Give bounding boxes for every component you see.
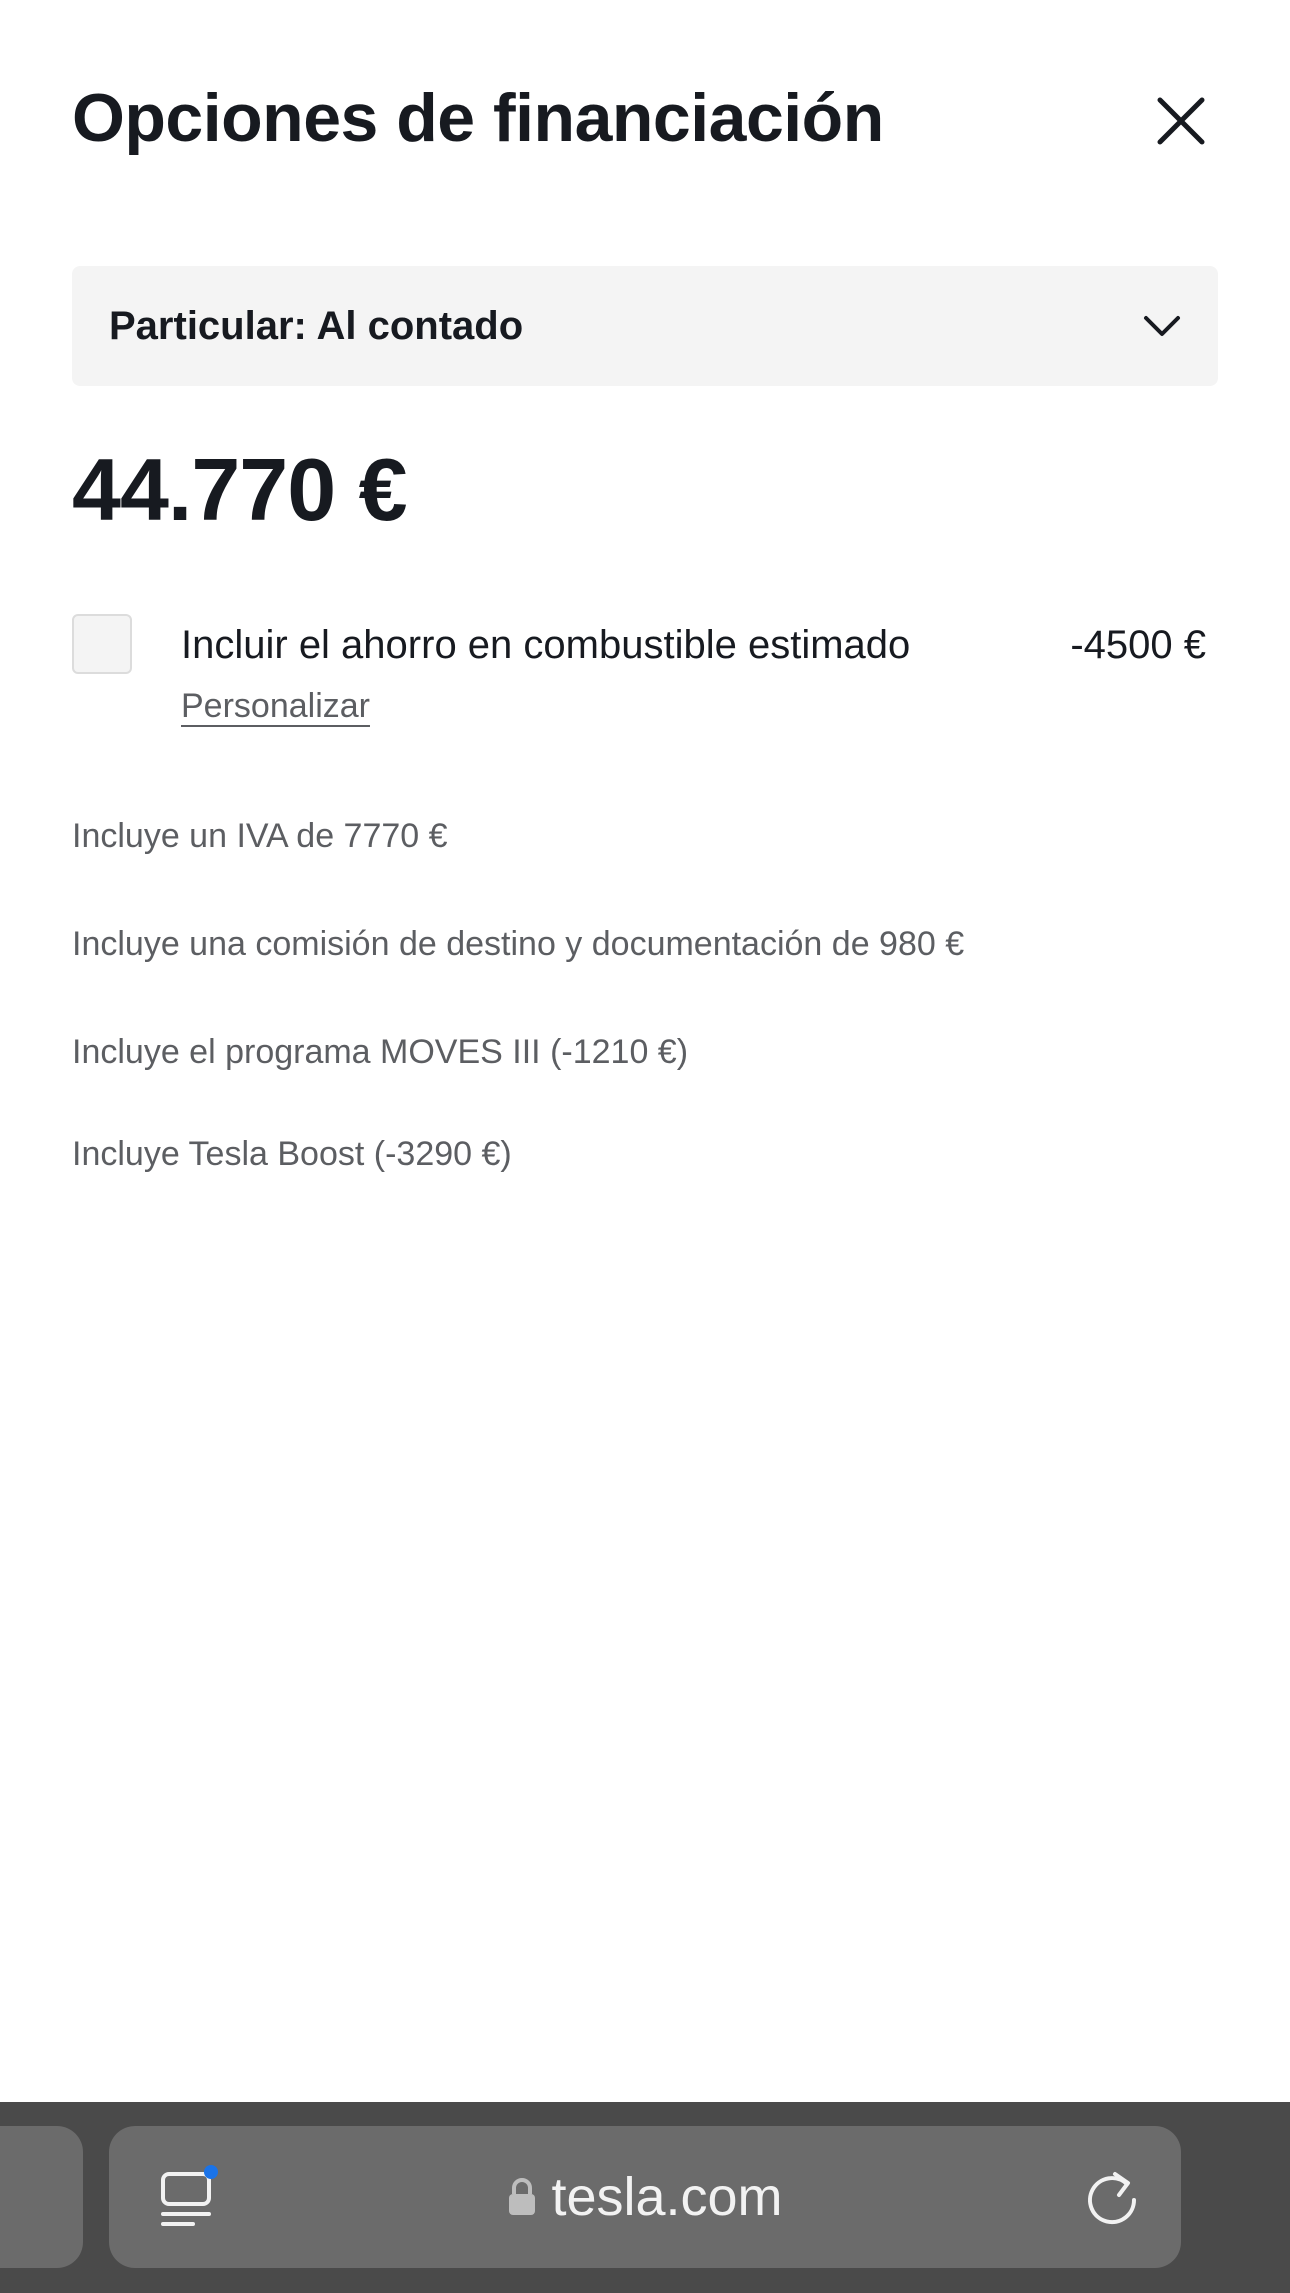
vat-note: Incluye un IVA de 7770 € <box>72 817 448 855</box>
close-icon <box>1150 90 1212 152</box>
tesla-boost-note: Incluye Tesla Boost (-3290 €) <box>72 1135 512 1173</box>
address-bar[interactable] <box>109 2126 1181 2268</box>
fuel-savings-amount: -4500 € <box>1070 623 1206 667</box>
url-text: tesla.com <box>551 2167 783 2227</box>
url-display <box>109 2126 1181 2268</box>
destination-fee-note: Incluye una comisión de destino y documentación de 980 € <box>72 925 965 963</box>
page-title: Opciones de financiación <box>72 80 884 156</box>
total-price: 44.770 € <box>72 440 407 539</box>
previous-tab[interactable] <box>0 2126 83 2268</box>
browser-toolbar <box>0 2102 1290 2293</box>
reload-icon[interactable] <box>1081 2166 1143 2228</box>
financing-type-select[interactable] <box>72 266 1218 386</box>
moves-program-note: Incluye el programa MOVES III (-1210 €) <box>72 1033 689 1071</box>
chevron-down-icon <box>1140 304 1184 348</box>
fuel-savings-checkbox[interactable] <box>72 614 132 674</box>
lock-icon <box>507 2177 537 2217</box>
fuel-savings-label: Incluir el ahorro en combustible estimado <box>181 623 911 667</box>
financing-type-selected: Particular: Al contado <box>109 303 524 348</box>
customize-link[interactable]: Personalizar <box>181 687 370 725</box>
close-button[interactable] <box>1150 90 1212 152</box>
